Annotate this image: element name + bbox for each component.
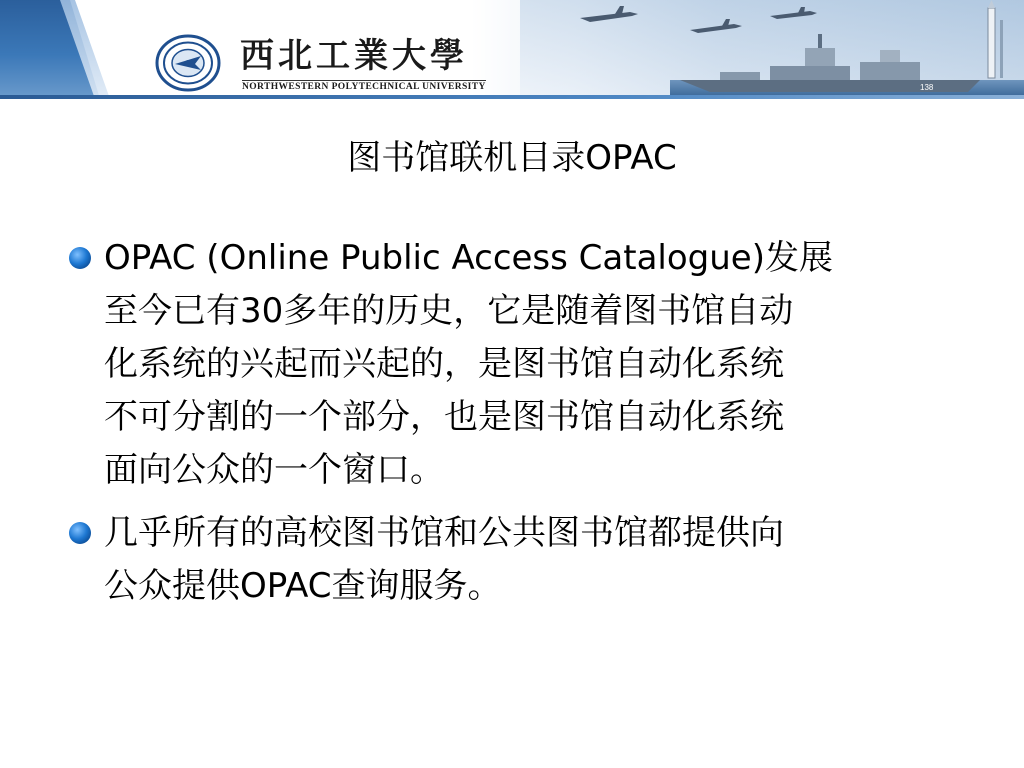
university-name-en: NORTHWESTERN POLYTECHNICAL UNIVERSITY <box>242 82 486 92</box>
ship-hull-number: 138 <box>920 83 934 92</box>
bullet-dot-icon <box>68 246 92 270</box>
bullet-list <box>62 232 962 623</box>
slide-title: 图书馆联机目录OPAC <box>347 138 677 178</box>
bullet-item <box>62 232 962 497</box>
bullet-text: 几乎所有的高校图书馆和公共图书馆都提供向 公众提供OPAC查询服务。 <box>104 513 784 606</box>
bullet-dot-icon <box>68 521 92 545</box>
university-name-cn: 西北工業大學 <box>240 36 468 76</box>
banner-aircraft-ship-image <box>520 0 1024 96</box>
banner-divider <box>0 95 1024 99</box>
university-emblem-icon <box>155 34 221 92</box>
bullet-text: OPAC (Online Public Access Catalogue)发展 至今已有30多年的历史，它是随着图书馆自动 化系统的兴起而兴起的，是图书馆自动化系统 不可分割的一个部分，也是图书馆自动化系统 面向公众的一个窗口。 <box>104 238 833 490</box>
bullet-item <box>62 507 962 613</box>
header-banner <box>0 0 1024 99</box>
